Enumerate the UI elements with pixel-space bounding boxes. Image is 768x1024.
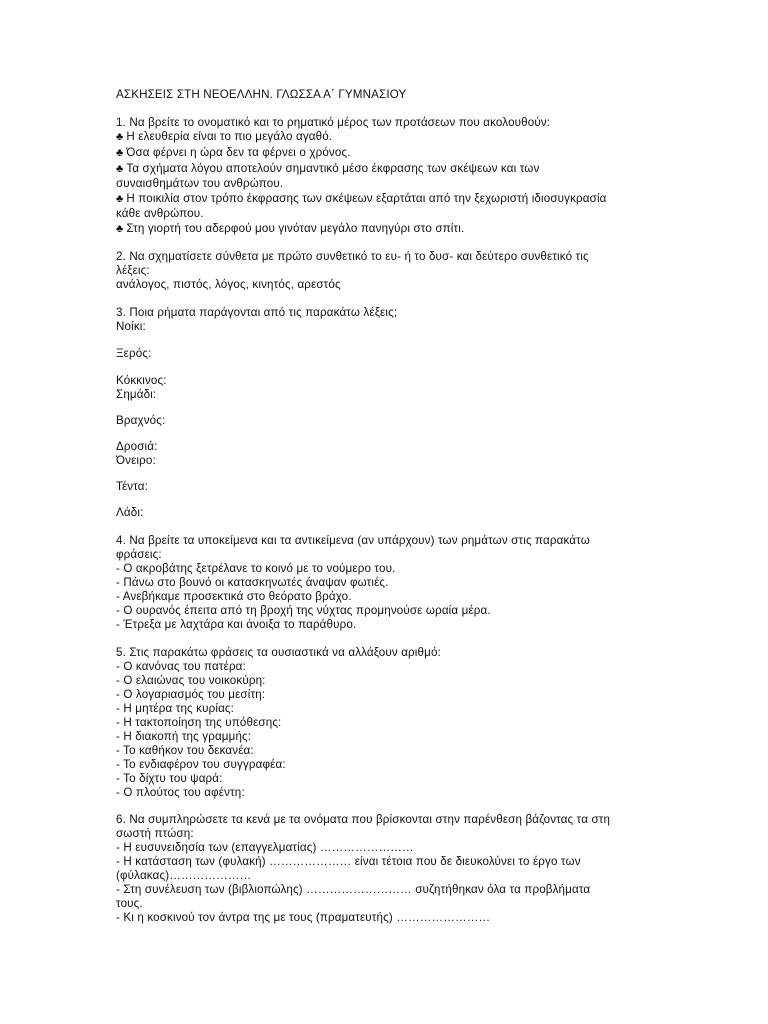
exercise-3-word: Όνειρο: — [116, 454, 156, 467]
exercise-6-line: (φύλακας)………………… — [116, 869, 252, 882]
exercise-4-heading-continuation: φράσεις: — [116, 548, 162, 561]
exercise-4-item: - Ο ουρανός έπειτα από τη βροχή της νύχτας προμηνούσε ωραία μέρα. — [116, 604, 491, 617]
exercise-1-item: ♣ Στη γιορτή του αδερφού μου γινόταν μεγάλο πανηγύρι στο σπίτι. — [116, 222, 465, 235]
exercise-3-word: Δροσιά: — [116, 440, 158, 453]
exercise-5-item: - Η μητέρα της κυρίας: — [116, 702, 235, 715]
exercise-5-item: - Ο πλούτος του αφέντη: — [116, 786, 245, 799]
club-icon: ♣ — [116, 223, 124, 235]
exercise-5-item: - Η τακτοποίηση της υπόθεσης: — [116, 716, 282, 729]
exercise-5-item: - Ο ελαιώνας του νοικοκύρη: — [116, 674, 266, 687]
exercise-3-word: Σημάδι: — [116, 388, 157, 401]
exercise-6-heading-continuation: σωστή πτώση: — [116, 827, 194, 840]
exercise-4-heading: 4. Να βρείτε τα υποκείμενα και τα αντικείμενα (αν υπάρχουν) των ρημάτων στις παρακάτω — [116, 534, 590, 547]
exercise-5-item: - Η διακοπή της γραμμής: — [116, 730, 252, 743]
document-title: ΑΣΚΗΣΕΙΣ ΣΤΗ ΝΕΟΕΛΛΗΝ. ΓΛΩΣΣΑ Α΄ ΓΥΜΝΑΣΙΟΥ — [116, 88, 407, 101]
club-icon: ♣ — [116, 163, 124, 175]
exercise-3-word: Τέντα: — [116, 480, 149, 493]
exercise-2-heading: 2. Να σχηματίσετε σύνθετα με πρώτο συνθετικό το ευ- ή το δυσ- και δεύτερο συνθετικό τις — [116, 250, 589, 263]
exercise-1-item-continuation: συναισθημάτων του ανθρώπου. — [116, 177, 284, 190]
exercise-3-word: Λάδι: — [116, 506, 144, 519]
exercise-6-heading: 6. Να συμπληρώσετε τα κενά με τα ονόματα που βρίσκονται στην παρένθεση βάζοντας τα στη — [116, 813, 611, 826]
exercise-1-item: ♣ Η ποικιλία στον τρόπο έκφρασης των σκέψεων εξαρτάται από την ξεχωριστή ιδιοσυγκρασία — [116, 192, 607, 205]
exercise-3-word: Νοίκι: — [116, 320, 146, 333]
exercise-5-item: - Ο λογαριασμός του μεσίτη: — [116, 688, 266, 701]
exercise-4-item: - Έτρεξα με λαχτάρα και άνοιξα το παράθυρο. — [116, 618, 357, 631]
exercise-2-words: ανάλογος, πιστός, λόγος, κινητός, αρεστός — [116, 278, 341, 291]
exercise-6-line: - Στη συνέλευση των (βιβλιοπώλης) ……………………… συζητήθηκαν όλα τα προβλήματα — [116, 883, 591, 896]
exercise-4-item: - Ο ακροβάτης ξετρέλανε το κοινό με το νούμερο του. — [116, 562, 396, 575]
exercise-5-item: - Το δίχτυ του ψαρά: — [116, 772, 223, 785]
exercise-1-item-continuation: κάθε ανθρώπου. — [116, 207, 204, 220]
exercise-3-word: Ξερός: — [116, 347, 152, 360]
exercise-1-heading: 1. Να βρείτε το ονοματικό και το ρηματικό μέρος των προτάσεων που ακολουθούν: — [116, 116, 551, 129]
exercise-1-item: ♣ Όσα φέρνει η ώρα δεν τα φέρνει ο χρόνος. — [116, 146, 351, 159]
exercise-4-item: - Ανεβήκαμε προσεκτικά στο θεόρατο βράχο. — [116, 590, 352, 603]
club-icon: ♣ — [116, 147, 124, 159]
exercise-4-item: - Πάνω στο βουνό οι κατασκηνωτές άναψαν φωτιές. — [116, 576, 389, 589]
exercise-6-line: - Η κατάσταση των (φυλακή) ………………… είναι τέτοια που δε διευκολύνει το έργο των — [116, 855, 581, 868]
exercise-1-item: ♣ Η ελευθερία είναι το πιο μεγάλο αγαθό. — [116, 130, 333, 143]
exercise-3-word: Βραχνός: — [116, 414, 166, 427]
exercise-5-item: - Ο κανόνας του πατέρα: — [116, 660, 246, 673]
exercise-1-item: ♣ Τα σχήματα λόγου αποτελούν σημαντικό μέσο έκφρασης των σκέψεων και των — [116, 162, 540, 175]
exercise-2-heading-continuation: λέξεις: — [116, 264, 150, 277]
club-icon: ♣ — [116, 131, 124, 143]
exercise-6-line: - Κι η κοσκινού τον άντρα της με τους (πραματευτής) …………………… — [116, 911, 491, 924]
exercise-5-heading: 5. Στις παρακάτω φράσεις τα ουσιαστικά να αλλάξουν αριθμό: — [116, 646, 441, 659]
exercise-5-item: - Το ενδιαφέρον του συγγραφέα: — [116, 758, 286, 771]
exercise-6-line: - Η ευσυνειδησία των (επαγγελματίας) …………………… — [116, 841, 414, 854]
club-icon: ♣ — [116, 193, 124, 205]
exercise-3-word: Κόκκινος: — [116, 374, 167, 387]
exercise-6-line: τους. — [116, 897, 143, 910]
exercise-5-item: - Το καθήκον του δεκανέα: — [116, 744, 254, 757]
exercise-3-heading: 3. Ποια ρήματα παράγονται από τις παρακάτω λέξεις; — [116, 306, 398, 319]
